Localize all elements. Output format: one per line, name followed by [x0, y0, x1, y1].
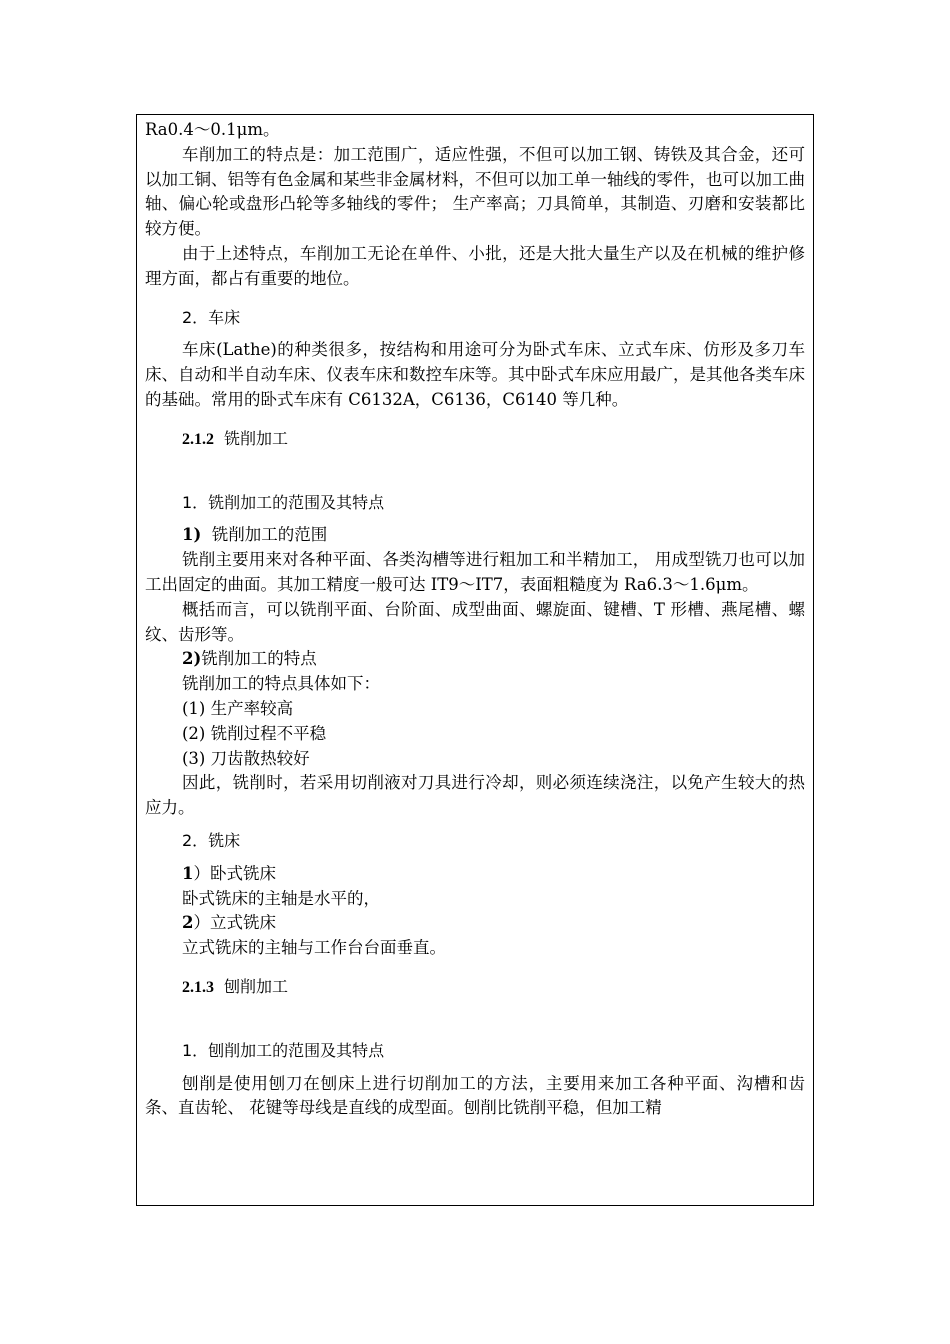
turning-importance-paragraph: 由于上述特点，车削加工无论在单件、小批，还是大批大量生产以及在机械的维护修理方面，都占有重要的地位。 — [145, 243, 805, 288]
features-intro: 铣削加工的特点具体如下： — [182, 674, 380, 694]
lathe-paragraph: 车床(Lathe)的种类很多，按结构和用途可分为卧式车床、立式车床、仿形及多刀车床、自动和半自动车床、仪表车床和数控车床等。其中卧式车床应用最广，是其他各类车床的基础。常用的卧式车床有 C6132A，C6136，C6140 等几种。 — [145, 340, 805, 409]
section-title: 刨削加工 — [224, 976, 289, 996]
heading-milling-machine: 2．铣床 — [182, 830, 241, 850]
sub-number: 1) — [182, 525, 202, 545]
section-title: 铣削加工 — [224, 428, 289, 448]
section-heading-2-1-2 — [145, 427, 805, 453]
sub-number: 2) — [182, 649, 202, 669]
milling-summary-paragraph: 概括而言，可以铣削平面、台阶面、成型曲面、螺旋面、键槽、T 形槽、燕尾槽、螺纹、齿形等。 — [145, 599, 805, 644]
item-text: ）立式铣床 — [193, 913, 276, 933]
planing-paragraph: 刨削是使用刨刀在刨床上进行切削加工的方法，主要用来加工各种平面、沟槽和齿条、直齿轮、 花键等母线是直线的成型面。刨削比铣削平稳，但加工精 — [145, 1073, 805, 1118]
section-heading-2-1-3 — [145, 975, 805, 1001]
feature-item-1: (1) 生产率较高 — [182, 698, 294, 718]
subheading-milling-scope — [145, 523, 805, 548]
vertical-mill-desc: 立式铣床的主轴与工作台台面垂直。 — [182, 938, 446, 958]
heading-planing-scope-features: 1．刨削加工的范围及其特点 — [182, 1040, 385, 1060]
subheading-milling-features — [145, 647, 805, 672]
turning-features-paragraph: 车削加工的特点是：加工范围广，适应性强，不但可以加工钢、铸铁及其合金，还可以加工铜、铝等有色金属和某些非金属材料，不但可以加工单一轴线的零件，也可以加工曲轴、偏心轮或盘形凸轮等多轴线的零件； 生产率高；刀具简单，其制造、刃磨和安装都比较方便。 — [145, 144, 805, 239]
horizontal-mill-heading — [145, 862, 805, 887]
heading-milling-scope-features: 1．铣削加工的范围及其特点 — [182, 492, 385, 512]
sub-text: 铣削加工的范围 — [211, 525, 328, 545]
feature-item-2: (2) 铣削过程不平稳 — [182, 723, 327, 743]
item-number: 1 — [182, 863, 194, 883]
document-body — [145, 118, 805, 1121]
item-number: 2 — [182, 913, 194, 933]
item-text: ）卧式铣床 — [193, 863, 276, 883]
horizontal-mill-desc: 卧式铣床的主轴是水平的， — [182, 888, 380, 908]
feature-item-3: (3) 刀齿散热较好 — [182, 748, 310, 768]
vertical-mill-heading — [145, 911, 805, 936]
milling-scope-paragraph: 铣削主要用来对各种平面、各类沟槽等进行粗加工和半精加工， 用成型铣刀也可以加工出固定的曲面。其加工精度一般可达 IT9～IT7，表面粗糙度为 Ra6.3～1.6μm。 — [145, 550, 805, 594]
coolant-paragraph: 因此，铣削时，若采用切削液对刀具进行冷却，则必须连续浇注，以免产生较大的热应力。 — [145, 773, 805, 818]
ra-range-line: Ra0.4～0.1μm。 — [145, 120, 280, 139]
heading-lathe: 2．车床 — [182, 307, 241, 327]
section-number: 2.1.3 — [182, 978, 214, 996]
sub-text: 铣削加工的特点 — [201, 649, 317, 669]
section-number: 2.1.2 — [182, 430, 214, 448]
page-frame — [136, 114, 814, 1206]
